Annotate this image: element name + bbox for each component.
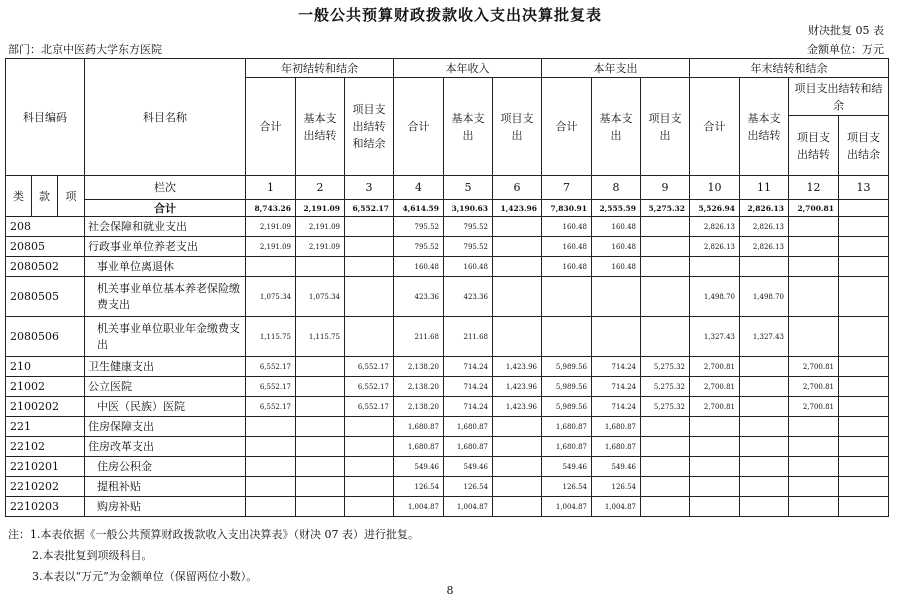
amount-cell: 549.46 (592, 457, 641, 477)
amount-cell (345, 277, 394, 317)
unit-label: 金额单位：万元 (807, 43, 884, 56)
amount-cell (740, 397, 789, 417)
amount-cell (690, 437, 740, 457)
header-group-expenditure: 本年支出 (542, 59, 690, 78)
subject-code-cell: 2100202 (6, 397, 85, 417)
amount-cell (740, 417, 789, 437)
amount-cell (345, 237, 394, 257)
amount-cell: 2,138.20 (394, 377, 444, 397)
table-row (6, 357, 889, 377)
table-row (6, 397, 889, 417)
department-label: 部门：北京中医药大学东方医院 (8, 43, 162, 56)
header-project-exp: 项目支出 (493, 78, 542, 176)
amount-cell (839, 457, 889, 477)
total-cell: 7,830.91 (542, 200, 592, 217)
amount-cell: 126.54 (592, 477, 641, 497)
column-number: 5 (444, 176, 493, 200)
amount-cell (740, 257, 789, 277)
subject-name-cell: 公立医院 (85, 377, 246, 397)
header-project-carry: 项目支出结转 (789, 116, 839, 176)
amount-cell: 160.48 (592, 257, 641, 277)
amount-cell: 211.68 (444, 317, 493, 357)
subject-code-cell: 208 (6, 217, 85, 237)
amount-cell (345, 217, 394, 237)
amount-cell (345, 317, 394, 357)
amount-cell (740, 457, 789, 477)
amount-cell (740, 477, 789, 497)
column-number: 13 (839, 176, 889, 200)
amount-cell (493, 437, 542, 457)
amount-cell: 160.48 (592, 237, 641, 257)
column-number: 9 (641, 176, 690, 200)
amount-cell: 549.46 (444, 457, 493, 477)
amount-cell: 1,004.87 (542, 497, 592, 517)
amount-cell (839, 277, 889, 317)
total-cell: 2,826.13 (740, 200, 789, 217)
amount-cell: 549.46 (394, 457, 444, 477)
amount-cell (839, 497, 889, 517)
header-lei: 类 (6, 176, 32, 217)
amount-cell (493, 217, 542, 237)
total-cell: 2,555.59 (592, 200, 641, 217)
form-number: 财决批复 05 表 (808, 24, 884, 37)
amount-cell: 1,680.87 (542, 437, 592, 457)
subject-name-cell: 中医（民族）医院 (85, 397, 246, 417)
column-number: 10 (690, 176, 740, 200)
subject-name-cell: 卫生健康支出 (85, 357, 246, 377)
amount-cell (789, 237, 839, 257)
total-cell: 1,423.96 (493, 200, 542, 217)
header-total: 合计 (246, 78, 296, 176)
amount-cell: 2,826.13 (690, 237, 740, 257)
table-row (6, 377, 889, 397)
amount-cell (493, 277, 542, 317)
amount-cell (296, 377, 345, 397)
amount-cell: 2,191.09 (246, 237, 296, 257)
subject-code-cell: 2080506 (6, 317, 85, 357)
column-number: 6 (493, 176, 542, 200)
subject-code-cell: 2080505 (6, 277, 85, 317)
column-number: 11 (740, 176, 789, 200)
amount-cell: 6,552.17 (246, 357, 296, 377)
subject-code-cell: 2080502 (6, 257, 85, 277)
total-cell: 2,700.81 (789, 200, 839, 217)
amount-cell (592, 317, 641, 357)
amount-cell (542, 277, 592, 317)
amount-cell (839, 397, 889, 417)
amount-cell (296, 417, 345, 437)
amount-cell: 1,327.43 (690, 317, 740, 357)
column-number: 3 (345, 176, 394, 200)
amount-cell (493, 237, 542, 257)
header-group-closing: 年末结转和结余 (690, 59, 889, 78)
total-cell: 4,614.59 (394, 200, 444, 217)
amount-cell (542, 317, 592, 357)
subject-code-cell: 2210201 (6, 457, 85, 477)
amount-cell (296, 437, 345, 457)
amount-cell (789, 497, 839, 517)
amount-cell: 1,004.87 (394, 497, 444, 517)
subject-name-cell: 提租补贴 (85, 477, 246, 497)
amount-cell (839, 477, 889, 497)
table-row (6, 497, 889, 517)
header-project-carry-surplus: 项目支出结转和结余 (789, 78, 889, 116)
subject-code-cell: 20805 (6, 237, 85, 257)
subject-code-cell: 2210203 (6, 497, 85, 517)
amount-cell: 211.68 (394, 317, 444, 357)
amount-cell (641, 277, 690, 317)
amount-cell (641, 477, 690, 497)
amount-cell (345, 477, 394, 497)
amount-cell: 2,826.13 (690, 217, 740, 237)
amount-cell: 160.48 (542, 237, 592, 257)
amount-cell: 160.48 (394, 257, 444, 277)
amount-cell: 2,138.20 (394, 357, 444, 377)
amount-cell: 1,498.70 (690, 277, 740, 317)
total-cell: 5,526.94 (690, 200, 740, 217)
amount-cell (493, 257, 542, 277)
amount-cell (246, 437, 296, 457)
amount-cell (296, 257, 345, 277)
subject-name-cell: 机关事业单位基本养老保险缴费支出 (85, 277, 246, 317)
table-row (6, 257, 889, 277)
subject-name-cell: 行政事业单位养老支出 (85, 237, 246, 257)
amount-cell: 714.24 (444, 377, 493, 397)
amount-cell: 795.52 (444, 217, 493, 237)
amount-cell: 6,552.17 (345, 397, 394, 417)
total-cell: 8,743.26 (246, 200, 296, 217)
header-kuan: 款 (32, 176, 58, 217)
page-number: 8 (446, 584, 454, 597)
column-number: 7 (542, 176, 592, 200)
amount-cell: 714.24 (444, 357, 493, 377)
total-cell: 5,275.32 (641, 200, 690, 217)
amount-cell: 6,552.17 (246, 377, 296, 397)
amount-cell: 1,680.87 (592, 417, 641, 437)
amount-cell (789, 477, 839, 497)
amount-cell (641, 217, 690, 237)
amount-cell (839, 237, 889, 257)
amount-cell: 1,680.87 (444, 437, 493, 457)
amount-cell: 1,327.43 (740, 317, 789, 357)
amount-cell (641, 257, 690, 277)
amount-cell (493, 317, 542, 357)
table-row (6, 277, 889, 317)
amount-cell: 5,275.32 (641, 397, 690, 417)
amount-cell: 795.52 (394, 237, 444, 257)
table-row (6, 457, 889, 477)
amount-cell: 2,191.09 (296, 237, 345, 257)
amount-cell (740, 497, 789, 517)
header-basic-carry: 基本支出结转 (740, 78, 789, 176)
amount-cell: 1,680.87 (394, 417, 444, 437)
amount-cell: 714.24 (592, 397, 641, 417)
amount-cell: 1,680.87 (394, 437, 444, 457)
amount-cell (789, 437, 839, 457)
amount-cell (641, 237, 690, 257)
amount-cell: 2,191.09 (296, 217, 345, 237)
header-subject-code: 科目编码 (6, 59, 85, 176)
header-project-surplus: 项目支出结余 (839, 116, 889, 176)
amount-cell (789, 417, 839, 437)
amount-cell (690, 477, 740, 497)
amount-cell (641, 317, 690, 357)
total-label: 合计 (85, 200, 246, 217)
header-group-opening: 年初结转和结余 (246, 59, 394, 78)
amount-cell (690, 257, 740, 277)
amount-cell: 1,423.96 (493, 397, 542, 417)
subject-name-cell: 住房保障支出 (85, 417, 246, 437)
budget-table (5, 58, 889, 517)
amount-cell (690, 497, 740, 517)
amount-cell (839, 357, 889, 377)
amount-cell: 126.54 (394, 477, 444, 497)
amount-cell (839, 417, 889, 437)
header-basic-exp: 基本支出 (592, 78, 641, 176)
amount-cell (839, 257, 889, 277)
amount-cell: 160.48 (592, 217, 641, 237)
amount-cell (740, 357, 789, 377)
header-xiang: 项 (58, 176, 85, 217)
amount-cell: 795.52 (394, 217, 444, 237)
amount-cell (740, 437, 789, 457)
amount-cell (789, 257, 839, 277)
footnotes (8, 524, 419, 587)
column-number: 4 (394, 176, 444, 200)
subject-code-cell: 22102 (6, 437, 85, 457)
header-total: 合计 (394, 78, 444, 176)
header-total: 合计 (690, 78, 740, 176)
amount-cell: 1,115.75 (246, 317, 296, 357)
subject-name-cell: 住房公积金 (85, 457, 246, 477)
amount-cell: 160.48 (542, 257, 592, 277)
subject-code-cell: 210 (6, 357, 85, 377)
amount-cell: 2,700.81 (690, 377, 740, 397)
amount-cell (839, 317, 889, 357)
amount-cell (345, 497, 394, 517)
amount-cell: 2,700.81 (690, 397, 740, 417)
amount-cell: 1,075.34 (296, 277, 345, 317)
amount-cell: 795.52 (444, 237, 493, 257)
amount-cell: 126.54 (444, 477, 493, 497)
amount-cell: 423.36 (394, 277, 444, 317)
amount-cell: 2,700.81 (789, 377, 839, 397)
amount-cell: 714.24 (592, 357, 641, 377)
table-row (6, 437, 889, 457)
subject-name-cell: 住房改革支出 (85, 437, 246, 457)
amount-cell: 714.24 (444, 397, 493, 417)
amount-cell (246, 497, 296, 517)
amount-cell (641, 437, 690, 457)
amount-cell: 549.46 (542, 457, 592, 477)
amount-cell (296, 357, 345, 377)
amount-cell: 5,275.32 (641, 357, 690, 377)
amount-cell: 5,275.32 (641, 377, 690, 397)
amount-cell (493, 417, 542, 437)
header-group-income: 本年收入 (394, 59, 542, 78)
amount-cell (592, 277, 641, 317)
amount-cell (493, 477, 542, 497)
table-row (6, 417, 889, 437)
amount-cell (789, 317, 839, 357)
amount-cell: 1,680.87 (542, 417, 592, 437)
amount-cell (345, 457, 394, 477)
header-project-carry: 项目支出结转和结余 (345, 78, 394, 176)
amount-cell (789, 217, 839, 237)
amount-cell (789, 277, 839, 317)
amount-cell: 423.36 (444, 277, 493, 317)
subject-name-cell: 社会保障和就业支出 (85, 217, 246, 237)
header-project-exp: 项目支出 (641, 78, 690, 176)
amount-cell (246, 477, 296, 497)
amount-cell: 714.24 (592, 377, 641, 397)
amount-cell: 1,498.70 (740, 277, 789, 317)
amount-cell: 6,552.17 (345, 357, 394, 377)
amount-cell: 2,700.81 (690, 357, 740, 377)
amount-cell (296, 457, 345, 477)
amount-cell: 1,423.96 (493, 357, 542, 377)
amount-cell (839, 217, 889, 237)
amount-cell (690, 457, 740, 477)
footnote: 注：1.本表依据《一般公共预算财政拨款收入支出决算表》（财决 07 表）进行批复。 (8, 528, 419, 541)
amount-cell (493, 457, 542, 477)
amount-cell (246, 417, 296, 437)
total-cell (839, 200, 889, 217)
amount-cell (296, 497, 345, 517)
amount-cell: 2,700.81 (789, 357, 839, 377)
amount-cell: 2,700.81 (789, 397, 839, 417)
column-number: 12 (789, 176, 839, 200)
subject-name-cell: 购房补贴 (85, 497, 246, 517)
amount-cell: 2,826.13 (740, 237, 789, 257)
table-row (6, 217, 889, 237)
footnote: 2.本表批复到项级科目。 (32, 549, 153, 562)
amount-cell (789, 457, 839, 477)
amount-cell: 6,552.17 (345, 377, 394, 397)
amount-cell: 1,423.96 (493, 377, 542, 397)
amount-cell (345, 437, 394, 457)
amount-cell: 2,138.20 (394, 397, 444, 417)
subject-code-cell: 221 (6, 417, 85, 437)
amount-cell: 5,989.56 (542, 397, 592, 417)
amount-cell: 1,680.87 (444, 417, 493, 437)
amount-cell: 5,989.56 (542, 357, 592, 377)
amount-cell (345, 417, 394, 437)
table-row (6, 237, 889, 257)
table-row (6, 317, 889, 357)
amount-cell: 1,004.87 (592, 497, 641, 517)
header-basic-exp: 基本支出 (444, 78, 493, 176)
amount-cell (246, 257, 296, 277)
header-subject-name: 科目名称 (85, 59, 246, 176)
subject-code-cell: 21002 (6, 377, 85, 397)
total-cell: 3,190.63 (444, 200, 493, 217)
subject-name-cell: 事业单位离退休 (85, 257, 246, 277)
column-number: 8 (592, 176, 641, 200)
amount-cell: 2,826.13 (740, 217, 789, 237)
amount-cell: 126.54 (542, 477, 592, 497)
column-number: 2 (296, 176, 345, 200)
amount-cell (641, 457, 690, 477)
subject-name-cell: 机关事业单位职业年金缴费支出 (85, 317, 246, 357)
footnote: 3.本表以“万元”为金额单位（保留两位小数）。 (32, 570, 258, 583)
amount-cell (690, 417, 740, 437)
total-cell: 2,191.09 (296, 200, 345, 217)
column-number: 1 (246, 176, 296, 200)
amount-cell (345, 257, 394, 277)
amount-cell (839, 437, 889, 457)
amount-cell: 5,989.56 (542, 377, 592, 397)
amount-cell: 1,115.75 (296, 317, 345, 357)
subject-code-cell: 2210202 (6, 477, 85, 497)
table-row (6, 477, 889, 497)
total-cell: 6,552.17 (345, 200, 394, 217)
header-total: 合计 (542, 78, 592, 176)
amount-cell: 160.48 (542, 217, 592, 237)
amount-cell: 6,552.17 (246, 397, 296, 417)
total-row (6, 200, 889, 217)
amount-cell (246, 457, 296, 477)
amount-cell (641, 417, 690, 437)
page-title: 一般公共预算财政拨款收入支出决算批复表 (297, 6, 602, 24)
amount-cell: 1,004.87 (444, 497, 493, 517)
amount-cell (296, 397, 345, 417)
amount-cell (493, 497, 542, 517)
amount-cell: 2,191.09 (246, 217, 296, 237)
amount-cell (296, 477, 345, 497)
amount-cell: 160.48 (444, 257, 493, 277)
amount-cell (839, 377, 889, 397)
amount-cell: 1,680.87 (592, 437, 641, 457)
amount-cell (641, 497, 690, 517)
amount-cell (740, 377, 789, 397)
amount-cell: 1,075.34 (246, 277, 296, 317)
header-basic-carry: 基本支出结转 (296, 78, 345, 176)
header-lanci: 栏次 (85, 176, 246, 200)
